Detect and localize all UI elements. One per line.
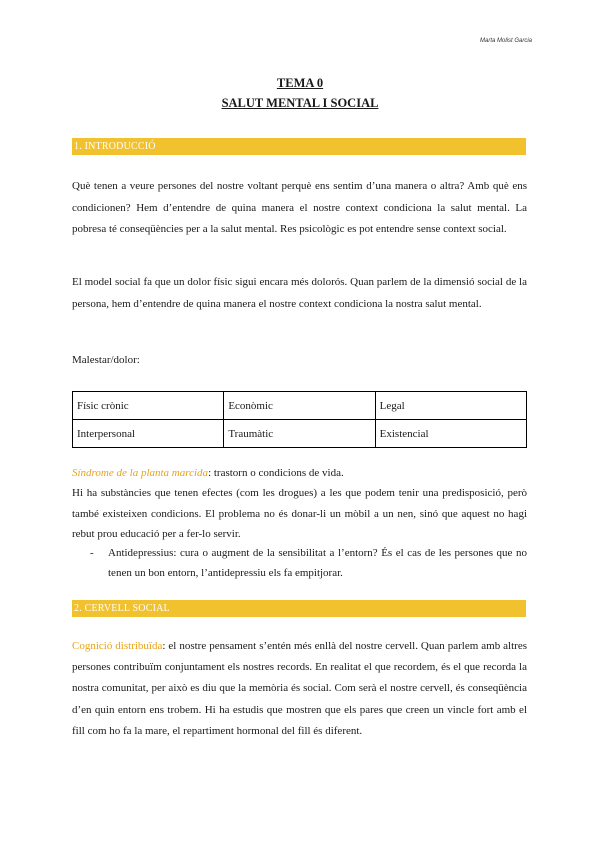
- page-title: TEMA 0: [276, 76, 324, 90]
- sindrome-term: Síndrome de la planta marcida: [72, 467, 209, 479]
- table-cell: Físic crònic: [73, 392, 224, 420]
- header-author: Marta Molist Garcia: [479, 38, 532, 44]
- table-cell: Legal: [375, 392, 526, 420]
- page-subtitle: SALUT MENTAL I SOCIAL: [221, 96, 379, 110]
- paragraph-intro-1: Què tenen a veure persones del nostre voltant perquè ens sentim d’una manera o altra? Amb què ens condicionen? Hem d’entendre de quina manera el nostre context condiciona la salut mental. La pobresa té conseqüències per a la salut mental. Res psicològic es pot entendre sense context social.: [72, 180, 527, 235]
- malestar-table: [72, 391, 527, 448]
- table-cell: Existencial: [375, 420, 526, 448]
- section-heading-introduccio: 1. INTRODUCCIÓ: [72, 138, 526, 155]
- section-heading-cervell-social: 2. CERVELL SOCIAL: [72, 600, 526, 617]
- malestar-label: Malestar/dolor:: [72, 354, 140, 366]
- bullet-text: Antidepressius: cura o augment de la sensibilitat a l’entorn? És el cas de les persones que no tenen un bon entorn, l’antidepressiu els fa empitjorar.: [108, 547, 527, 579]
- sindrome-definition: : trastorn o condicions de vida.: [208, 467, 344, 479]
- paragraph-substancies: Hi ha substàncies que tenen efectes (com les drogues) a les que podem tenir una predisposició, però també existeixen condicions. El problema no és donar-li un mòbil a un nen, sinó que aquest no hagi rebut prou educació per a fer-lo servir.: [72, 487, 527, 540]
- table-cell: Traumàtic: [224, 420, 375, 448]
- cognicio-text: : el nostre pensament s’entén més enllà del nostre cervell. Quan parlem amb altres persones contribuïm conjuntament els nostres records. En realitat el que recordem, és el que recorda la nostra comunitat, per això es diu que la memòria és social. Com serà el nostre cervell, és conseqüència d’en quin entorn ens trobem. Hi ha estudis que mostren que els pares que creen un vincle fort amb el fill com ho fa la mare, el repartiment hormonal del fill és diferent.: [72, 640, 527, 737]
- table-row: [73, 420, 527, 448]
- paragraph-cognicio: [72, 636, 527, 742]
- bullet-dash: -: [90, 547, 94, 559]
- table-cell: Econòmic: [224, 392, 375, 420]
- paragraph-intro-2: El model social fa que un dolor físic sigui encara més dolorós. Quan parlem de la dimensió social de la persona, hem d’entendre de quina manera el nostre context condiciona la nostra salut mental.: [72, 276, 527, 310]
- table-row: [73, 392, 527, 420]
- sindrome-line: [72, 463, 527, 483]
- cognicio-term: Cognició distribuïda: [72, 640, 163, 652]
- table-cell: Interpersonal: [73, 420, 224, 448]
